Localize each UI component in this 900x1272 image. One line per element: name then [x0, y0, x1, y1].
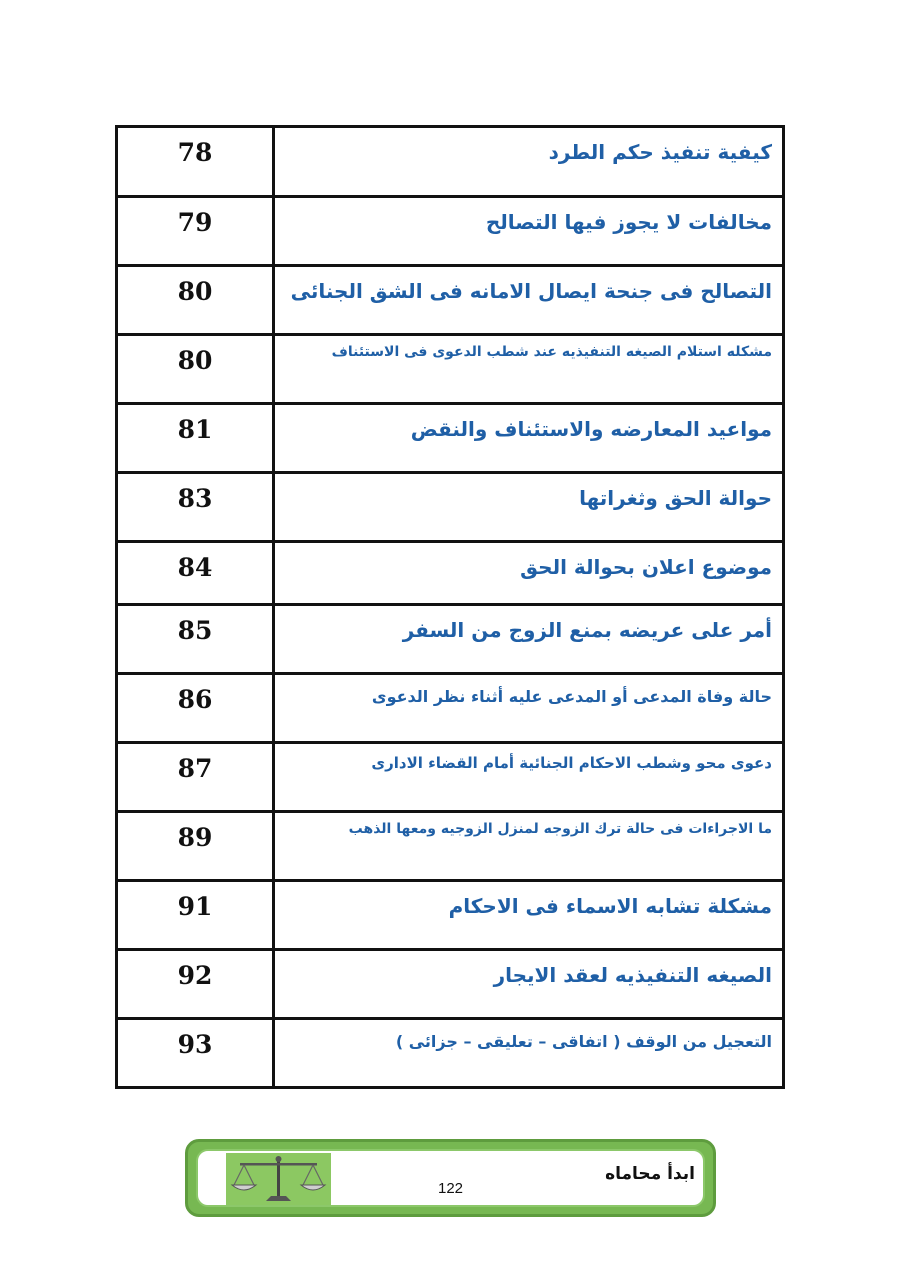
page-number-cell: 80: [117, 266, 274, 335]
page-number-cell: 85: [117, 605, 274, 674]
table-row: [117, 542, 784, 605]
entry-title: التعجيل من الوقف ( اتفاقى – تعليقى – جزائى ): [274, 1019, 784, 1088]
table-row: [117, 266, 784, 335]
page-number-cell: 84: [117, 542, 274, 605]
entry-title: مواعيد المعارضه والاستئناف والنقض: [274, 404, 784, 473]
page-number-cell: 79: [117, 197, 274, 266]
page-number-cell: 86: [117, 674, 274, 743]
page-number-cell: 93: [117, 1019, 274, 1088]
page-number-cell: 87: [117, 743, 274, 812]
scales-of-justice-icon: [226, 1153, 331, 1205]
table-row: [117, 674, 784, 743]
entry-title: مخالفات لا يجوز فيها التصالح: [274, 197, 784, 266]
page-number-cell: 78: [117, 127, 274, 197]
entry-title: مشكله استلام الصيغه التنفيذيه عند شطب الدعوى فى الاستئناف: [274, 335, 784, 404]
table-row: [117, 473, 784, 542]
table-row: [117, 743, 784, 812]
entry-title: الصيغه التنفيذيه لعقد الايجار: [274, 950, 784, 1019]
table-of-contents: [115, 125, 785, 1089]
table-row: [117, 812, 784, 881]
entry-title: كيفية تنفيذ حكم الطرد: [274, 127, 784, 197]
entry-title: حوالة الحق وثغراتها: [274, 473, 784, 542]
entry-title: موضوع اعلان بحوالة الحق: [274, 542, 784, 605]
table-row: [117, 404, 784, 473]
page-number-cell: 89: [117, 812, 274, 881]
page-number: 122: [438, 1180, 464, 1197]
table-row: [117, 605, 784, 674]
table-row: [117, 1019, 784, 1088]
brand-label: ابدأ محاماه: [605, 1164, 695, 1184]
entry-title: ما الاجراءات فى حالة ترك الزوجه لمنزل الزوجيه ومعها الذهب: [274, 812, 784, 881]
page-number-cell: 81: [117, 404, 274, 473]
page-number-cell: 92: [117, 950, 274, 1019]
entry-title: أمر على عريضه بمنع الزوج من السفر: [274, 605, 784, 674]
table-row: [117, 335, 784, 404]
page-number-cell: 83: [117, 473, 274, 542]
page-footer: [185, 1139, 716, 1217]
page-number-cell: 80: [117, 335, 274, 404]
table-row: [117, 881, 784, 950]
entry-title: مشكلة تشابه الاسماء فى الاحكام: [274, 881, 784, 950]
table-row: [117, 127, 784, 197]
table-row: [117, 950, 784, 1019]
entry-title: حالة وفاة المدعى أو المدعى عليه أثناء نظر الدعوى: [274, 674, 784, 743]
entry-title: التصالح فى جنحة ايصال الامانه فى الشق الجنائى: [274, 266, 784, 335]
table-row: [117, 197, 784, 266]
page-number-cell: 91: [117, 881, 274, 950]
entry-title: دعوى محو وشطب الاحكام الجنائية أمام القضاء الادارى: [274, 743, 784, 812]
